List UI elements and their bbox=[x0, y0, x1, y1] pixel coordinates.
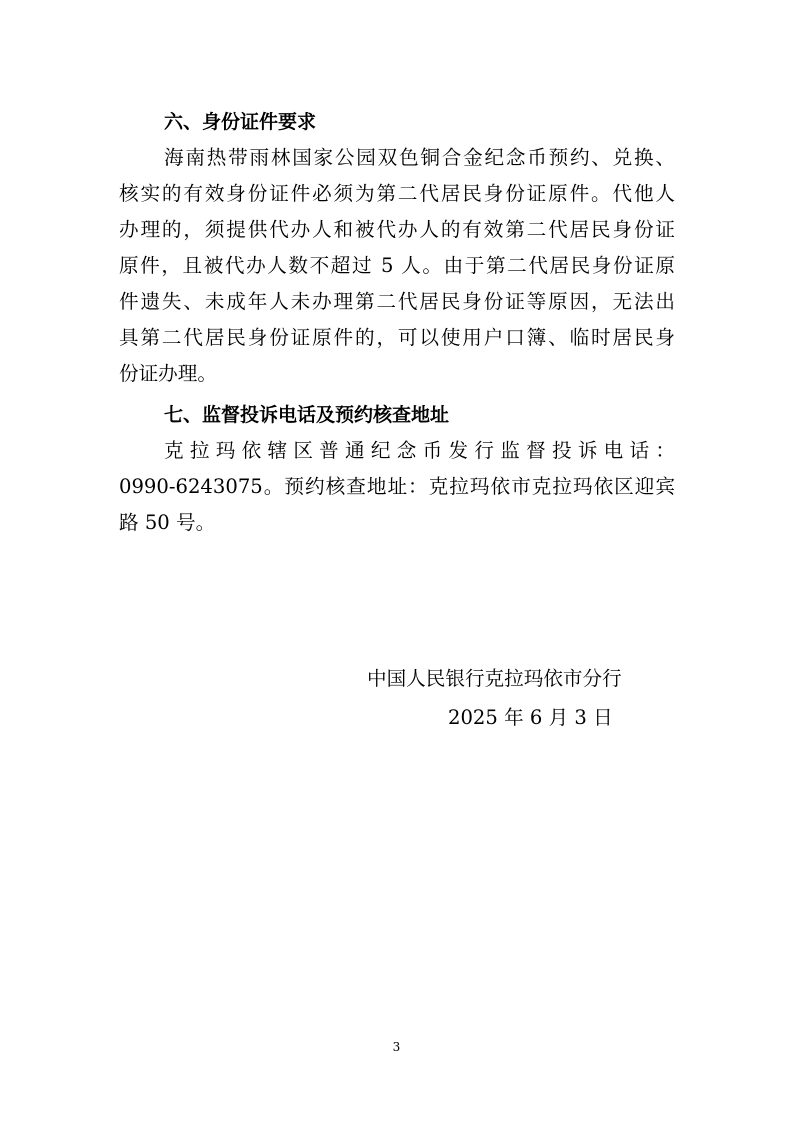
section-6-line-7: 份证办理。 bbox=[119, 362, 217, 385]
page-number: 3 bbox=[392, 1040, 401, 1054]
section-6-line-3: 办理的，须提供代办人和被代办人的有效第二代居民身份证 bbox=[119, 218, 675, 241]
section-6-line-1: 海南热带雨林国家公园双色铜合金纪念币预约、兑换、 bbox=[164, 146, 675, 169]
signature-date: 2025 年 6 月 3 日 bbox=[448, 706, 613, 729]
section-6-paragraph bbox=[119, 140, 675, 392]
section-6-line-6: 具第二代居民身份证原件的，可以使用户口簿、临时居民身 bbox=[119, 326, 675, 349]
section-7-line-1: 克拉玛依辖区普通纪念币发行监督投诉电话： bbox=[164, 439, 675, 462]
section-6-line-2: 核实的有效身份证件必须为第二代居民身份证原件。代他人 bbox=[119, 182, 675, 205]
section-7-paragraph bbox=[119, 433, 675, 541]
section-6-heading: 六、身份证件要求 bbox=[164, 111, 317, 133]
section-6-line-4: 原件，且被代办人数不超过 5 人。由于第二代居民身份证原 bbox=[119, 254, 675, 277]
section-7-heading: 七、监督投诉电话及预约核查地址 bbox=[164, 404, 450, 426]
section-7-line-2: 0990-6243075。预约核查地址：克拉玛依市克拉玛依区迎宾 bbox=[119, 475, 675, 498]
signature-organization: 中国人民银行克拉玛依市分行 bbox=[367, 667, 622, 690]
section-7-line-3: 路 50 号。 bbox=[119, 511, 216, 534]
section-6-line-5: 件遗失、未成年人未办理第二代居民身份证等原因，无法出 bbox=[119, 290, 675, 313]
